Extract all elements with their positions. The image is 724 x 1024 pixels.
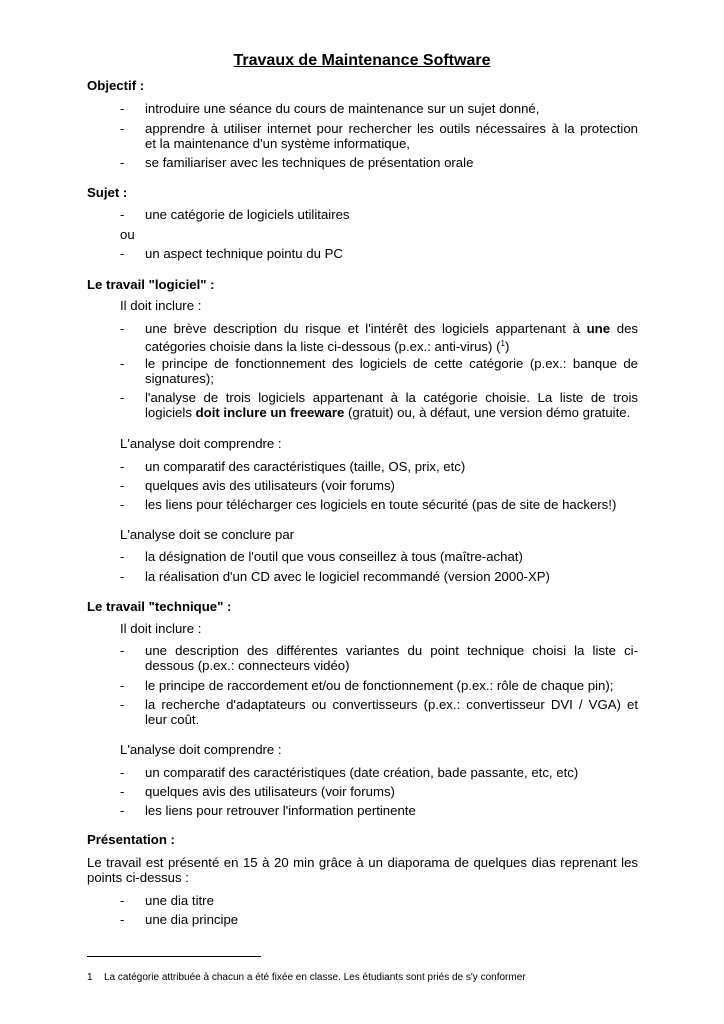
analyse-intro: L'analyse doit comprendre : bbox=[120, 742, 282, 757]
logiciel-heading: Le travail "logiciel" : bbox=[87, 277, 215, 292]
list-item: la réalisation d'un CD avec le logiciel recommandé (version 2000-XP) bbox=[145, 569, 550, 584]
document-title: Travaux de Maintenance Software bbox=[233, 52, 491, 69]
list-dash: - bbox=[120, 101, 125, 116]
list-dash: - bbox=[120, 155, 125, 170]
list-dash: - bbox=[120, 569, 125, 584]
footnote-text: La catégorie attribuée à chacun a été fixée en classe. Les étudiants sont priés de s'y conformer bbox=[104, 972, 526, 983]
text-segment: des bbox=[616, 321, 638, 336]
list-dash: - bbox=[120, 356, 125, 371]
list-dash: - bbox=[120, 459, 125, 474]
list-dash: - bbox=[120, 246, 125, 261]
presentation-paragraph: Le travail est présenté en 15 à 20 min grâce à un diaporama de quelques dias reprenant les bbox=[87, 855, 638, 870]
list-item: un comparatif des caractéristiques (taille, OS, prix, etc) bbox=[145, 459, 466, 474]
list-dash: - bbox=[120, 803, 125, 818]
sujet-heading: Sujet : bbox=[87, 185, 128, 200]
list-item: se familiariser avec les techniques de présentation orale bbox=[145, 155, 474, 170]
list-item: les liens pour télécharger ces logiciels en toute sécurité (pas de site de hackers!) bbox=[145, 497, 617, 512]
list-item-continuation bbox=[145, 336, 638, 355]
list-item: le principe de fonctionnement des logiciels de cette catégorie (p.ex.: banque de bbox=[145, 356, 638, 371]
text-segment: (gratuit) ou, à défaut, une version démo gratuite. bbox=[348, 405, 631, 420]
list-dash: - bbox=[120, 121, 125, 136]
list-dash: - bbox=[120, 678, 125, 693]
text-segment: logiciels bbox=[145, 405, 192, 420]
list-item: introduire une séance du cours de maintenance sur un sujet donné, bbox=[145, 101, 540, 116]
list-item-continuation: signatures); bbox=[145, 371, 214, 386]
footnote-separator bbox=[87, 956, 261, 957]
list-item: apprendre à utiliser internet pour rechercher les outils nécessaires à la protection bbox=[145, 121, 638, 136]
list-item: un aspect technique pointu du PC bbox=[145, 246, 343, 261]
text-segment: catégories choisie dans la liste ci-dessous (p.ex.: anti-virus) ( bbox=[145, 339, 501, 354]
list-item: le principe de raccordement et/ou de fonctionnement (p.ex.: rôle de chaque pin); bbox=[145, 678, 614, 693]
technique-intro: Il doit inclure : bbox=[120, 621, 202, 636]
list-dash: - bbox=[120, 207, 125, 222]
list-dash: - bbox=[120, 390, 125, 405]
footnote bbox=[87, 972, 526, 983]
list-item: la désignation de l'outil que vous conseillez à tous (maître-achat) bbox=[145, 549, 523, 564]
footnote-number: 1 bbox=[87, 972, 93, 983]
list-item: une dia principe bbox=[145, 912, 239, 927]
list-item: quelques avis des utilisateurs (voir forums) bbox=[145, 478, 395, 493]
list-item: un comparatif des caractéristiques (date création, bade passante, etc, etc) bbox=[145, 765, 579, 780]
list-dash: - bbox=[120, 643, 125, 658]
list-item-continuation: leur coût. bbox=[145, 712, 200, 727]
footnote-reference: 1 bbox=[500, 339, 505, 348]
list-dash: - bbox=[120, 765, 125, 780]
objectif-heading: Objectif : bbox=[87, 78, 145, 93]
list-item: une description des différentes variantes du point technique choisi la liste ci- bbox=[145, 643, 638, 658]
list-item bbox=[145, 321, 638, 337]
list-item-continuation: et la maintenance d'un système informatique, bbox=[145, 136, 410, 151]
emphasis-text: une bbox=[586, 321, 611, 336]
list-item: les liens pour retrouver l'information pertinente bbox=[145, 803, 416, 818]
ou-text: ou bbox=[120, 227, 135, 242]
presentation-heading: Présentation : bbox=[87, 832, 175, 847]
emphasis-text: doit inclure un freeware bbox=[195, 405, 345, 420]
analyse-intro: L'analyse doit comprendre : bbox=[120, 436, 282, 451]
list-item: la recherche d'adaptateurs ou convertisseurs (p.ex.: convertisseur DVI / VGA) et bbox=[145, 697, 638, 712]
presentation-paragraph-continuation: points ci-dessus : bbox=[87, 870, 189, 885]
list-dash: - bbox=[120, 912, 125, 927]
list-dash: - bbox=[120, 321, 125, 336]
list-item: l'analyse de trois logiciels appartenant à la catégorie choisie. La liste de trois bbox=[145, 390, 638, 405]
list-item-continuation bbox=[145, 405, 638, 421]
list-dash: - bbox=[120, 478, 125, 493]
conclure-intro: L'analyse doit se conclure par bbox=[120, 527, 295, 542]
list-dash: - bbox=[120, 549, 125, 564]
list-item: une catégorie de logiciels utilitaires bbox=[145, 207, 350, 222]
text-segment: ) bbox=[504, 339, 510, 354]
logiciel-intro: Il doit inclure : bbox=[120, 298, 202, 313]
list-item: quelques avis des utilisateurs (voir forums) bbox=[145, 784, 395, 799]
list-dash: - bbox=[120, 497, 125, 512]
list-item-continuation: dessous (p.ex.: connecteurs vidéo) bbox=[145, 658, 350, 673]
list-dash: - bbox=[120, 697, 125, 712]
text-segment: une brève description du risque et l'intérêt des logiciels appartenant à bbox=[145, 321, 580, 336]
list-item: une dia titre bbox=[145, 893, 214, 908]
list-dash: - bbox=[120, 893, 125, 908]
list-dash: - bbox=[120, 784, 125, 799]
technique-heading: Le travail "technique" : bbox=[87, 599, 232, 614]
